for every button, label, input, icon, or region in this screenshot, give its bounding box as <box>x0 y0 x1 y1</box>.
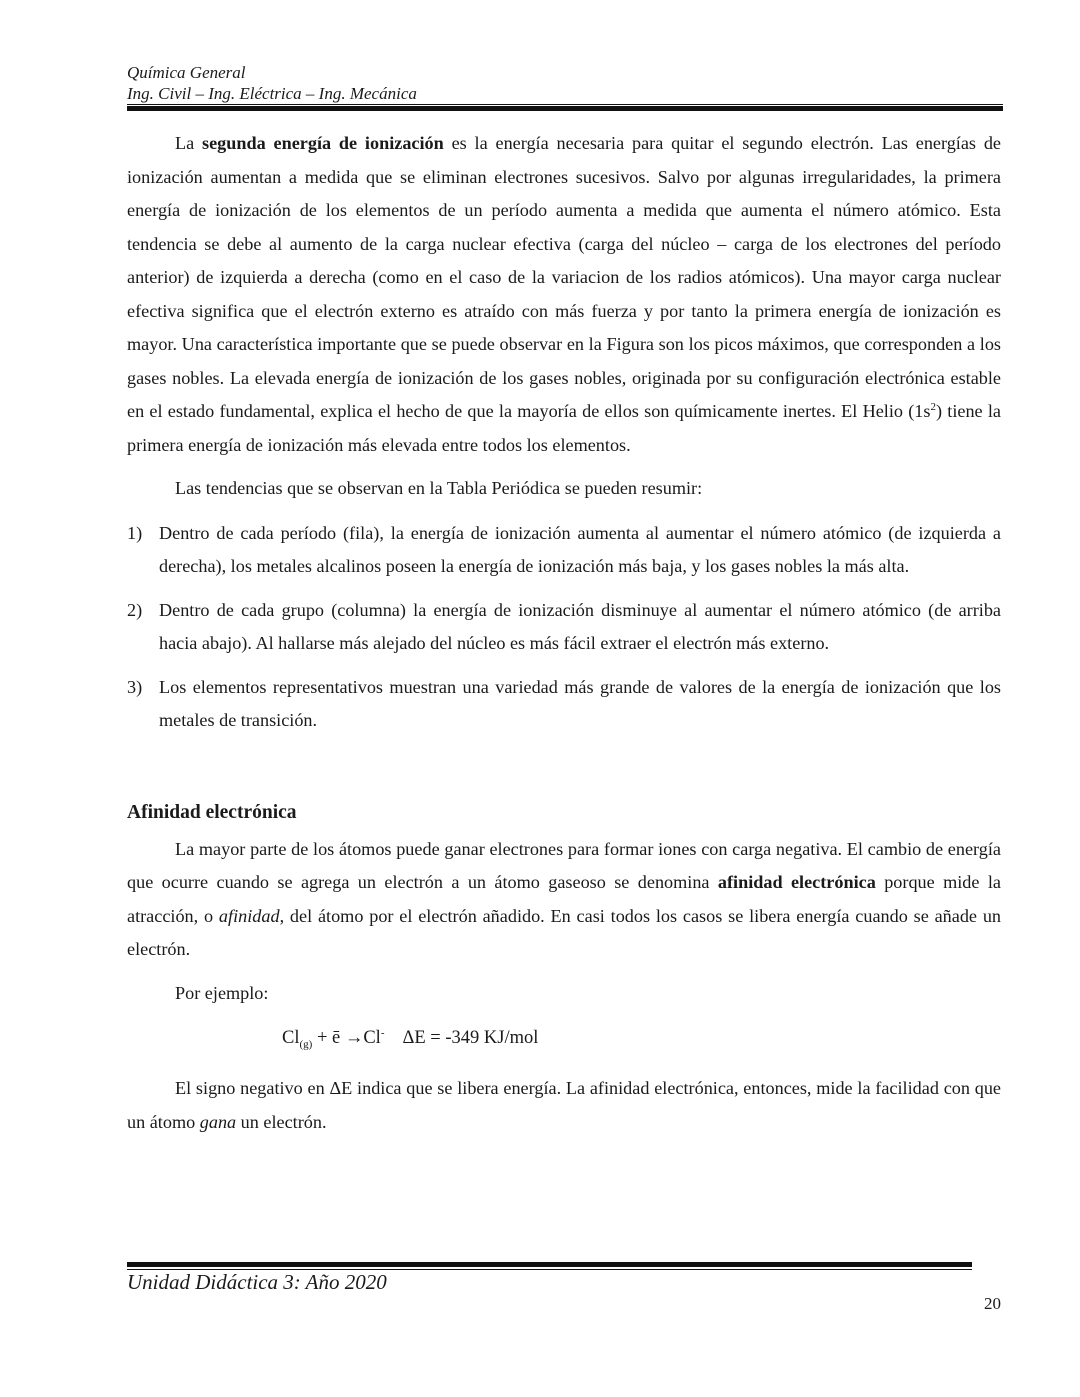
list-item-text: Dentro de cada período (fila), la energía de ionización aumenta al aumentar el número atómico (de izquierda a derecha), los metales alcalinos poseen la energía de ionización más baja, y los gases nobles la más alta. <box>159 522 1001 576</box>
text-run: La <box>175 133 203 153</box>
paragraph-ionization <box>127 127 1001 462</box>
italic-term-gana: gana <box>199 1111 237 1132</box>
text-run: es la energía necesaria para quitar el segundo electrón. Las energías de ionización aumentan a medida que se eliminan electrones sucesivos. Salvo por algunas irregularidades, la primera energía de ionización de los elementos de un período aumenta a medida que aumenta el número atómico. Esta tendencia se debe al aumento de la carga nuclear efectiva (carga del núcleo – carga de los electrones del período anterior) de izquierda a derecha (como en el caso de la variacion de los radios atómicos). Una mayor carga nuclear efectiva significa que el electrón externo es atraído con más fuerza y por tanto la primera energía de ionización es mayor. Una característica importante que se puede observar en la Figura son los picos máximos, que corresponden a los gases nobles. La elevada energía de ionización de los gases nobles, originada por su configuración electrónica estable en el estado fundamental, explica el hecho de que la mayoría de ellos son químicamente inertes. El Helio (1s <box>127 133 1002 421</box>
text-run: porque mide la atracción, o <box>127 872 1001 926</box>
list-item-number: 3) <box>127 676 143 697</box>
paragraph-electron-affinity <box>127 833 1001 967</box>
footer-unit: Unidad Didáctica 3: Año 2020 <box>127 1270 387 1294</box>
header-rule-thin <box>127 104 1003 105</box>
trends-list <box>127 517 1001 738</box>
equation-reactant: Cl <box>282 1028 300 1048</box>
main-content <box>127 127 1001 1139</box>
text-run: La mayor parte de los átomos puede ganar electrones para formar iones con carga negativa. El cambio de energía que ocurre cuando se agrega un electrón a un átomo gaseoso se denomina <box>127 838 1001 892</box>
header-course-title: Química General <box>127 63 246 82</box>
bold-term-electron-affinity: afinidad electrónica <box>717 872 876 892</box>
equation-middle: + ē →Cl <box>312 1028 381 1048</box>
list-item-number: 1) <box>127 522 143 543</box>
text-run: El signo negativo en ΔE indica que se libera energía. La afinidad electrónica, entonces, mide la facilidad con que un átomo <box>127 1078 1001 1132</box>
equation-delta-energy: ΔE = -349 KJ/mol <box>402 1028 539 1048</box>
header-programs: Ing. Civil – Ing. Eléctrica – Ing. Mecánica <box>127 84 417 103</box>
list-item <box>127 671 1001 738</box>
section-title-electron-affinity: Afinidad electrónica <box>127 801 297 823</box>
equation-subscript: (g) <box>299 1038 313 1051</box>
paragraph-trends-intro: Las tendencias que se observan en la Tabla Periódica se pueden resumir: <box>175 478 703 498</box>
list-item <box>127 594 1001 661</box>
list-item <box>127 517 1001 584</box>
equation-superscript: - <box>380 1026 385 1039</box>
paragraph-example: Por ejemplo: <box>175 982 269 1003</box>
italic-term-affinity: afinidad <box>218 905 280 926</box>
text-run: un electrón. <box>236 1111 327 1132</box>
page-header <box>127 62 1003 104</box>
footer-rule-thick <box>127 1262 972 1267</box>
paragraph-negative-sign <box>127 1072 1001 1139</box>
bold-term-second-ionization: segunda energía de ionización <box>202 133 444 153</box>
text-run: ) tiene la primera energía de ionización más elevada entre todos los elementos. <box>127 401 1001 455</box>
page-number: 20 <box>984 1294 1001 1313</box>
list-item-number: 2) <box>127 599 143 620</box>
header-rule-thick <box>127 106 1003 111</box>
list-item-text: Los elementos representativos muestran una variedad más grande de valores de la energía de ionización que los metales de transición. <box>159 676 1001 730</box>
superscript: 2 <box>930 400 936 413</box>
text-run: , del átomo por el electrón añadido. En casi todos los casos se libera energía cuando se añade un electrón. <box>127 905 1002 959</box>
equation-chlorine <box>282 1022 1001 1062</box>
list-item-text: Dentro de cada grupo (columna) la energía de ionización disminuye al aumentar el número atómico (de arriba hacia abajo). Al hallarse más alejado del núcleo es más fácil extraer el electrón más externo. <box>159 599 1001 653</box>
